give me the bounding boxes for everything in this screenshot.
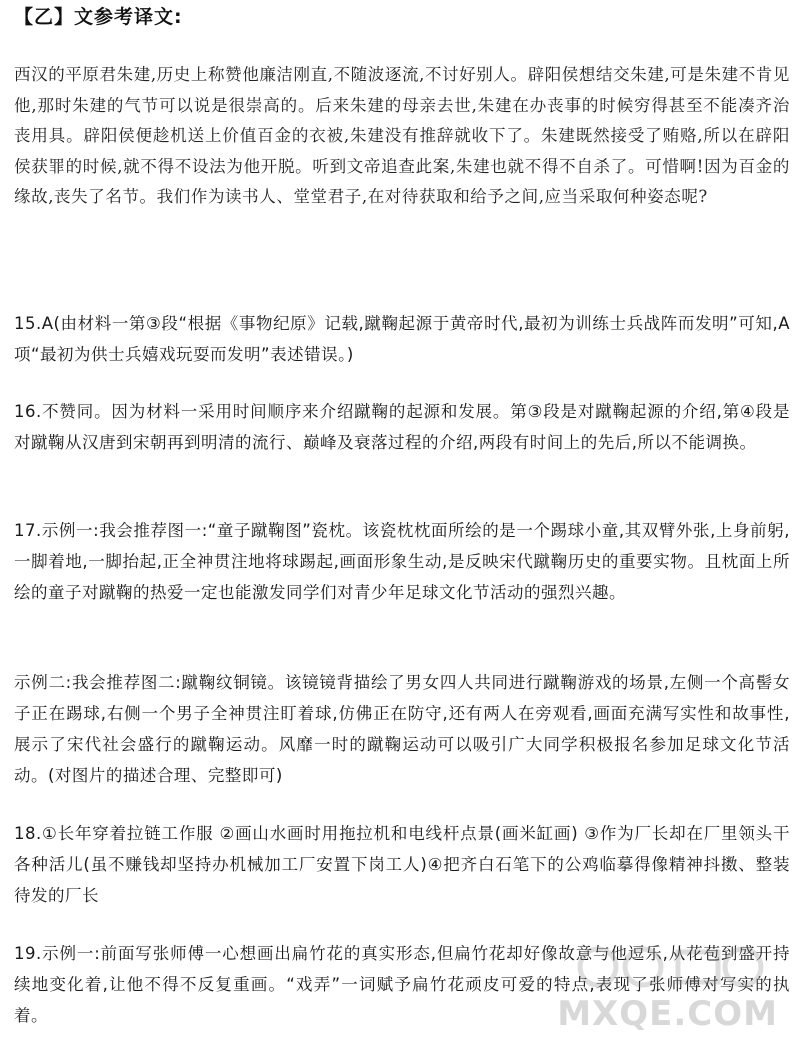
watermark-text: MXQE.COM (557, 994, 778, 1034)
answer-17-example-2: 示例二:我会推荐图二:蹴鞠纹铜镜。该镜镜背描绘了男女四人共同进行蹴鞠游戏的场景,左侧一个高髻女子正在踢球,右侧一个男子全神贯注盯着球,仿佛正在防守,还有两人在旁观看,画面充满写实性和故事性,展示了宋代社会盛行的蹴鞠运动。风靡一时的蹴鞠运动可以吸引广大同学积极报名参加足球文化节活动。(对图片的描述合理、完整即可) (14, 673, 790, 785)
answer-17-example-1: 17.示例一:我会推荐图一:“童子蹴鞠图”瓷枕。该瓷枕枕面所绘的是一个踢球小童,其双臂外张,上身前躬,一脚着地,一脚抬起,正全神贯注地将球踢起,画面形象生动,是反映宋代蹴鞠历史的重要实物。且枕面上所绘的童子对蹴鞠的热爱一定也能激发同学们对青少年足球文化节活动的强烈兴趣。 (14, 521, 790, 602)
answer-16: 16.不赞同。因为材料一采用时间顺序来介绍蹴鞠的起源和发展。第③段是对蹴鞠起源的介绍,第④段是对蹴鞠从汉唐到宋朝再到明清的流行、巅峰及衰落过程的介绍,两段有时间上的先后,所以不能调换。 (14, 402, 790, 452)
answer-15: 15.A(由材料一第③段“根据《事物纪原》记载,蹴鞠起源于黄帝时代,最初为训练士兵战阵而发明”可知,A项“最初为供士兵嬉戏玩耍而发明”表述错误。) (14, 314, 790, 364)
answer-19: 19.示例一:前面写张师傅一心想画出扁竹花的真实形态,但扁竹花却好像故意与他逗乐,从花苞到盛开持续地变化着,让他不得不反复重画。“戏弄”一词赋予扁竹花顽皮可爱的特点,表现了张师傅对写实的执着。 (14, 944, 790, 1025)
answer-circle-logo-icon (568, 944, 768, 990)
watermark (548, 944, 778, 1034)
answer-18: 18.①长年穿着拉链工作服 ②画山水画时用拖拉机和电线杆点景(画米缸画) ③作为厂长却在厂里领头干各种活儿(虽不赚钱却坚持办机械加工厂安置下岗工人)④把齐白石笔下的公鸡临摹得像精神抖擞、整装待发的厂长 (14, 824, 790, 905)
section-heading: 【乙】文参考译文: (14, 6, 183, 28)
translation-paragraph: 西汉的平原君朱建,历史上称赞他廉洁刚直,不随波逐流,不讨好别人。辟阳侯想结交朱建,可是朱建不肯见他,那时朱建的气节可以说是很崇高的。后来朱建的母亲去世,朱建在办丧事的时候穷得甚至不能凑齐治丧用具。辟阳侯便趁机送上价值百金的衣被,朱建没有推辞就收下了。朱建既然接受了贿赂,所以在辟阳侯获罪的时候,就不得不设法为他开脱。听到文帝追查此案,朱建也就不得不自杀了。可惜啊!因为百金的缘故,丧失了名节。我们作为读书人、堂堂君子,在对待获取和给予之间,应当采取何种姿态呢? (14, 65, 790, 206)
